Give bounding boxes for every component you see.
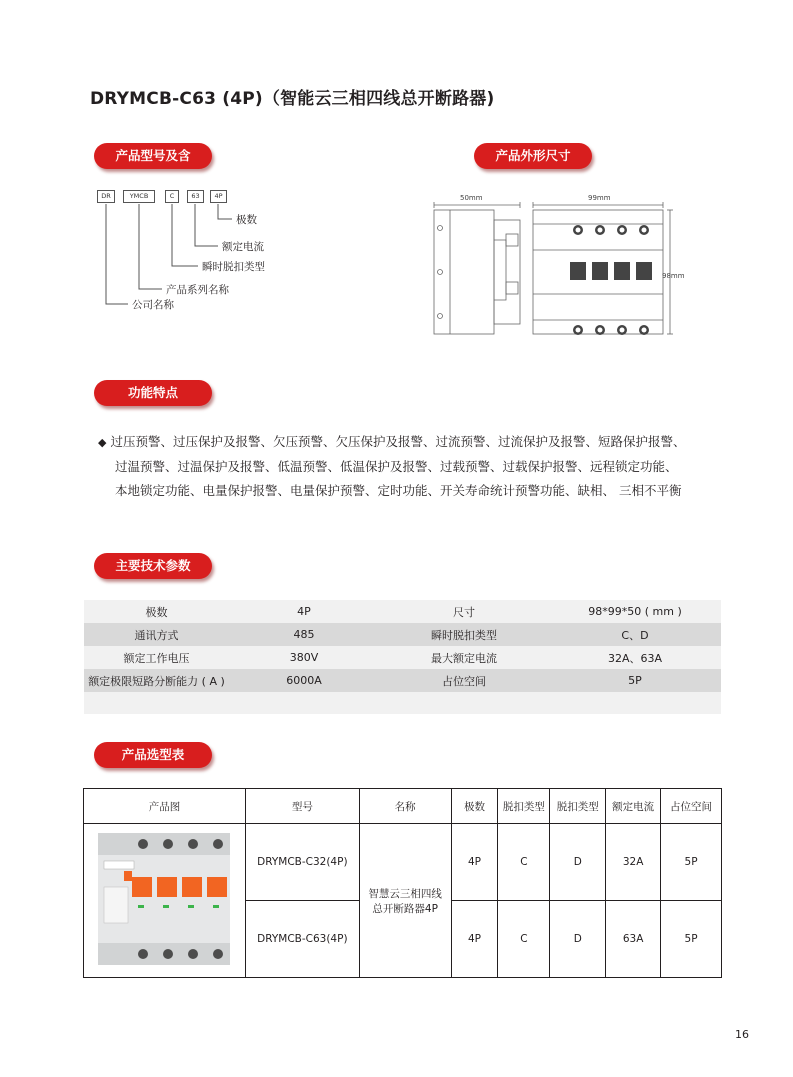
product-name-cell: 智慧云三相四线总开断路器4P bbox=[359, 824, 451, 978]
param-row: 额定极限短路分断能力 ( A ) 6000A 占位空间 5P bbox=[84, 669, 721, 692]
features-list bbox=[98, 430, 738, 503]
code-box-current: 63 bbox=[187, 190, 204, 203]
leader-company bbox=[106, 204, 128, 304]
leader-current bbox=[195, 204, 218, 246]
breaker-outline-drawing bbox=[430, 190, 690, 350]
code-box-series: YMCB bbox=[123, 190, 155, 203]
side-body bbox=[434, 210, 494, 334]
leader-series bbox=[139, 204, 162, 289]
label-series: 产品系列名称 bbox=[166, 284, 229, 296]
feature-line-1: ◆ 过压预警、过压保护及报警、欠压预警、欠压保护及报警、过流预警、过流保护及报警、短路保护报警、 bbox=[98, 434, 686, 449]
dim-side-width: 50mm bbox=[460, 194, 483, 202]
section-dimensions: 产品外形尺寸 bbox=[474, 143, 592, 169]
param-row-empty bbox=[84, 692, 721, 714]
selection-header-row: 产品图 型号 名称 极数 脱扣类型 脱扣类型 额定电流 占位空间 bbox=[84, 789, 722, 824]
page-number: 16 bbox=[735, 1028, 749, 1041]
param-row: 额定工作电压 380V 最大额定电流 32A、63A bbox=[84, 646, 721, 669]
dimension-drawing bbox=[430, 190, 690, 350]
page-title: DRYMCB-C63 (4P)（智能云三相四线总开断路器) bbox=[90, 89, 495, 109]
leader-trip bbox=[172, 204, 198, 266]
dim-front-width: 99mm bbox=[588, 194, 611, 202]
feature-line-2: 过温预警、过温保护及报警、低温预警、低温保护及报警、过载预警、过载保护报警、远程锁定功能、 bbox=[115, 459, 678, 474]
code-box-poles: 4P bbox=[210, 190, 227, 203]
label-current: 额定电流 bbox=[222, 241, 264, 253]
dim-height: 98mm bbox=[662, 272, 685, 280]
code-box-trip: C bbox=[165, 190, 179, 203]
code-box-company: DR bbox=[97, 190, 115, 203]
label-trip: 瞬时脱扣类型 bbox=[202, 261, 265, 273]
selection-table bbox=[83, 788, 722, 978]
table-row: DRYMCB-C32(4P) 智慧云三相四线总开断路器4P 4P C D 32A 5P bbox=[84, 824, 722, 901]
section-selection: 产品选型表 bbox=[94, 742, 212, 768]
diamond-bullet-icon: ◆ bbox=[98, 436, 107, 449]
section-model-meaning: 产品型号及含义 bbox=[94, 143, 212, 169]
label-company: 公司名称 bbox=[132, 299, 174, 311]
section-tech-params: 主要技术参数 bbox=[94, 553, 212, 579]
table-row: DRYMCB-C63(4P) 4P C D 63A 5P bbox=[84, 901, 722, 978]
product-image-cell bbox=[84, 824, 246, 978]
section-features: 功能特点 bbox=[94, 380, 212, 406]
param-row: 通讯方式 485 瞬时脱扣类型 C、D bbox=[84, 623, 721, 646]
label-poles: 极数 bbox=[236, 214, 257, 226]
leader-poles bbox=[218, 204, 232, 219]
feature-line-3: 本地锁定功能、电量保护报警、电量保护预警、定时功能、开关寿命统计预警功能、缺相、 三相不平衡 bbox=[115, 483, 682, 498]
breaker-product-image bbox=[94, 831, 234, 967]
tech-params-table bbox=[84, 600, 721, 714]
param-row: 极数 4P 尺寸 98*99*50 ( mm ) bbox=[84, 600, 721, 623]
